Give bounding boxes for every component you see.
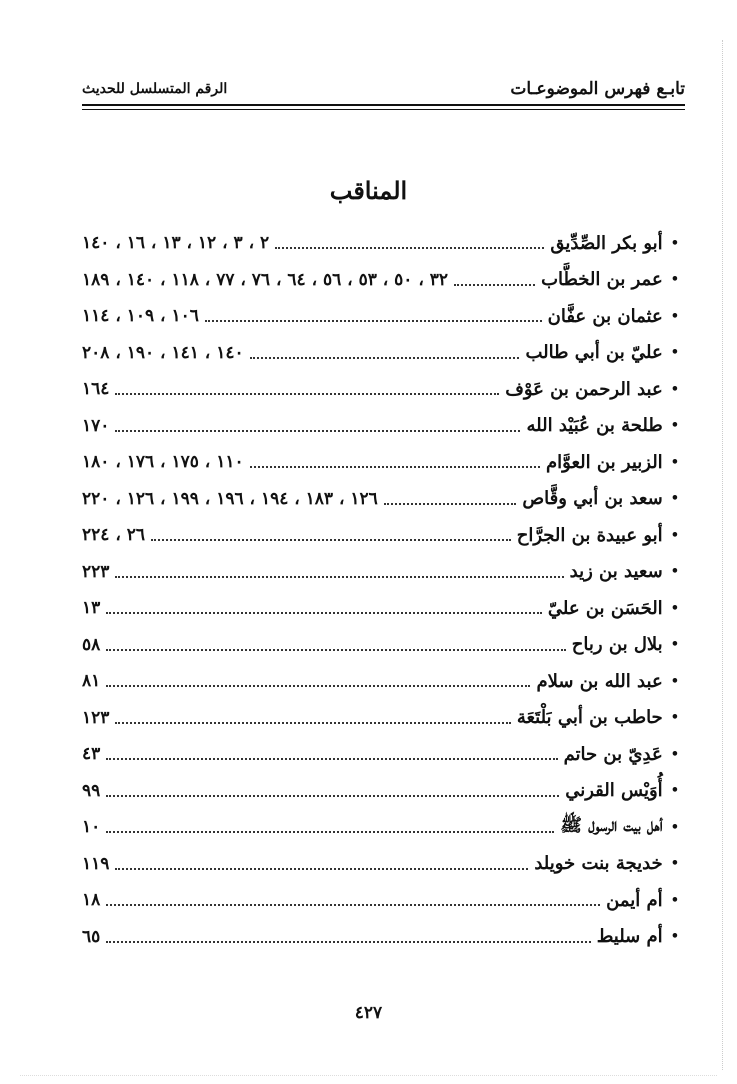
index-entry <box>82 371 679 408</box>
index-entry <box>82 773 679 810</box>
index-list <box>82 225 679 955</box>
dot-leader <box>115 576 563 578</box>
bullet-icon: • <box>670 892 679 908</box>
scan-edge-right <box>722 40 723 1070</box>
dot-leader <box>151 539 511 541</box>
entry-hadith-numbers: ١٢٦ ، ١٨٣ ، ١٩٤ ، ١٩٦ ، ١٩٩ ، ١٢٦ ، ٢٢٠ <box>82 488 378 509</box>
entry-name: عليّ بن أبي طالب <box>525 342 663 364</box>
scan-edge-bottom <box>20 1075 717 1076</box>
entry-name: سعيد بن زيد <box>569 561 663 583</box>
section-title: المناقب <box>329 176 408 205</box>
entry-name: حاطب بن أبي بَلْتَعَة <box>516 707 663 729</box>
index-entry <box>82 663 679 700</box>
entry-name: طلحة بن عُبَيْد الله <box>526 415 663 437</box>
bullet-icon: • <box>670 710 679 726</box>
bullet-icon: • <box>670 491 679 507</box>
bullet-icon: • <box>670 564 679 580</box>
header-rule-thin <box>82 109 685 110</box>
dot-leader <box>115 868 528 870</box>
entry-hadith-numbers: ٨١ <box>82 671 101 692</box>
entry-hadith-numbers: ١٧٠ <box>82 415 110 436</box>
index-entry <box>82 590 679 627</box>
entry-hadith-numbers: ١١٠ ، ١٧٥ ، ١٧٦ ، ١٨٠ <box>82 452 244 473</box>
page-number: ٤٢٧ <box>354 1003 383 1023</box>
entry-hadith-numbers: ١٣ <box>82 598 101 619</box>
bullet-icon: • <box>670 783 679 799</box>
dot-leader <box>205 320 542 322</box>
bullet-icon: • <box>670 235 679 251</box>
entry-name: أم سليط <box>596 926 663 948</box>
entry-hadith-numbers: ٣٢ ، ٥٠ ، ٥٣ ، ٥٦ ، ٦٤ ، ٧٦ ، ٧٧ ، ١١٨ ، ١٤٠ ، ١٨٩ <box>82 269 449 290</box>
bullet-icon: • <box>670 418 679 434</box>
dot-leader <box>250 357 520 359</box>
bullet-icon: • <box>670 454 679 470</box>
dot-leader <box>106 795 559 797</box>
entry-hadith-numbers: ١١٩ <box>82 853 110 874</box>
page-header <box>82 74 685 104</box>
entry-name: عمر بن الخطَّاب <box>541 269 663 291</box>
dot-leader <box>106 904 600 906</box>
entry-hadith-numbers: ١٦٤ <box>82 379 110 400</box>
entry-name: عَدِيّ بن حاتم <box>563 743 663 765</box>
index-entry <box>82 225 679 262</box>
entry-name: خديجة بنت خويلد <box>534 853 663 875</box>
dot-leader <box>275 247 544 249</box>
bullet-icon: • <box>670 272 679 288</box>
bullet-icon: • <box>670 746 679 762</box>
dot-leader <box>250 466 540 468</box>
entry-name: الزبير بن العوَّام <box>546 451 663 473</box>
dot-leader <box>106 941 590 943</box>
bullet-icon: • <box>670 308 679 324</box>
bullet-icon: • <box>670 345 679 361</box>
index-entry <box>82 554 679 591</box>
entry-name: أم أيمن <box>606 889 663 911</box>
entry-name: سعد بن أبي وقَّاص <box>522 488 663 510</box>
index-entry <box>82 481 679 518</box>
bullet-icon: • <box>670 527 679 543</box>
dot-leader <box>115 430 520 432</box>
index-entry <box>82 736 679 773</box>
bullet-icon: • <box>670 637 679 653</box>
dot-leader <box>454 284 535 286</box>
entry-name: بلال بن رباح <box>571 634 663 656</box>
entry-hadith-numbers: ١٤٠ ، ١٤١ ، ١٩٠ ، ٢٠٨ <box>82 342 244 363</box>
index-entry <box>82 262 679 299</box>
entry-hadith-numbers: ١٠٦ ، ١٠٩ ، ١١٤ <box>82 306 199 327</box>
entry-hadith-numbers: ٢٢٣ <box>82 561 110 582</box>
dot-leader <box>384 503 517 505</box>
entry-name: عبد الرحمن بن عَوْف <box>505 378 663 400</box>
index-entry <box>82 627 679 664</box>
index-entry <box>82 809 679 846</box>
entry-hadith-numbers: ٩٩ <box>82 780 101 801</box>
dot-leader <box>106 685 530 687</box>
entry-name: أبو عبيدة بن الجرَّاح <box>516 524 663 546</box>
index-entry <box>82 700 679 737</box>
index-entry <box>82 517 679 554</box>
entry-hadith-numbers: ٤٣ <box>82 744 101 765</box>
dot-leader <box>106 649 566 651</box>
dot-leader <box>106 612 542 614</box>
entry-name: عبد الله بن سلام <box>536 670 663 692</box>
running-title: تابـع فهرس الموضوعـات <box>510 79 685 99</box>
entry-hadith-numbers: ٢ ، ٣ ، ١٢ ، ١٣ ، ١٦ ، ١٤٠ <box>82 233 270 254</box>
bullet-icon: • <box>670 381 679 397</box>
index-entry <box>82 444 679 481</box>
entry-name: أبو بكر الصِّدِّيق <box>550 232 663 254</box>
index-entry <box>82 919 679 956</box>
bullet-icon: • <box>670 819 679 835</box>
entry-hadith-numbers: ١٢٣ <box>82 707 110 728</box>
entry-hadith-numbers: ٢٦ ، ٢٢٤ <box>82 525 145 546</box>
index-entry <box>82 335 679 372</box>
dot-leader <box>115 393 499 395</box>
bullet-icon: • <box>670 856 679 872</box>
dot-leader <box>106 758 557 760</box>
bullet-icon: • <box>670 929 679 945</box>
bullet-icon: • <box>670 600 679 616</box>
entry-hadith-numbers: ٥٨ <box>82 634 101 655</box>
index-entry <box>82 408 679 445</box>
entry-hadith-numbers: ١٠ <box>82 817 101 838</box>
entry-name: عثمان بن عفَّان <box>547 305 663 327</box>
column-label: الرقم المتسلسل للحديث <box>82 81 228 97</box>
index-entry <box>82 846 679 883</box>
entry-name: أهل بيت الرسول ﷺ <box>560 815 663 837</box>
dot-leader <box>115 722 510 724</box>
bullet-icon: • <box>670 673 679 689</box>
entry-name: أُوَيْس القرني <box>565 780 663 802</box>
entry-hadith-numbers: ٦٥ <box>82 926 101 947</box>
index-entry <box>82 882 679 919</box>
header-rule-thick <box>82 104 685 106</box>
entry-name: الحَسَن بن عليّ <box>547 597 663 619</box>
dot-leader <box>106 831 554 833</box>
entry-hadith-numbers: ١٨ <box>82 890 101 911</box>
index-entry <box>82 298 679 335</box>
